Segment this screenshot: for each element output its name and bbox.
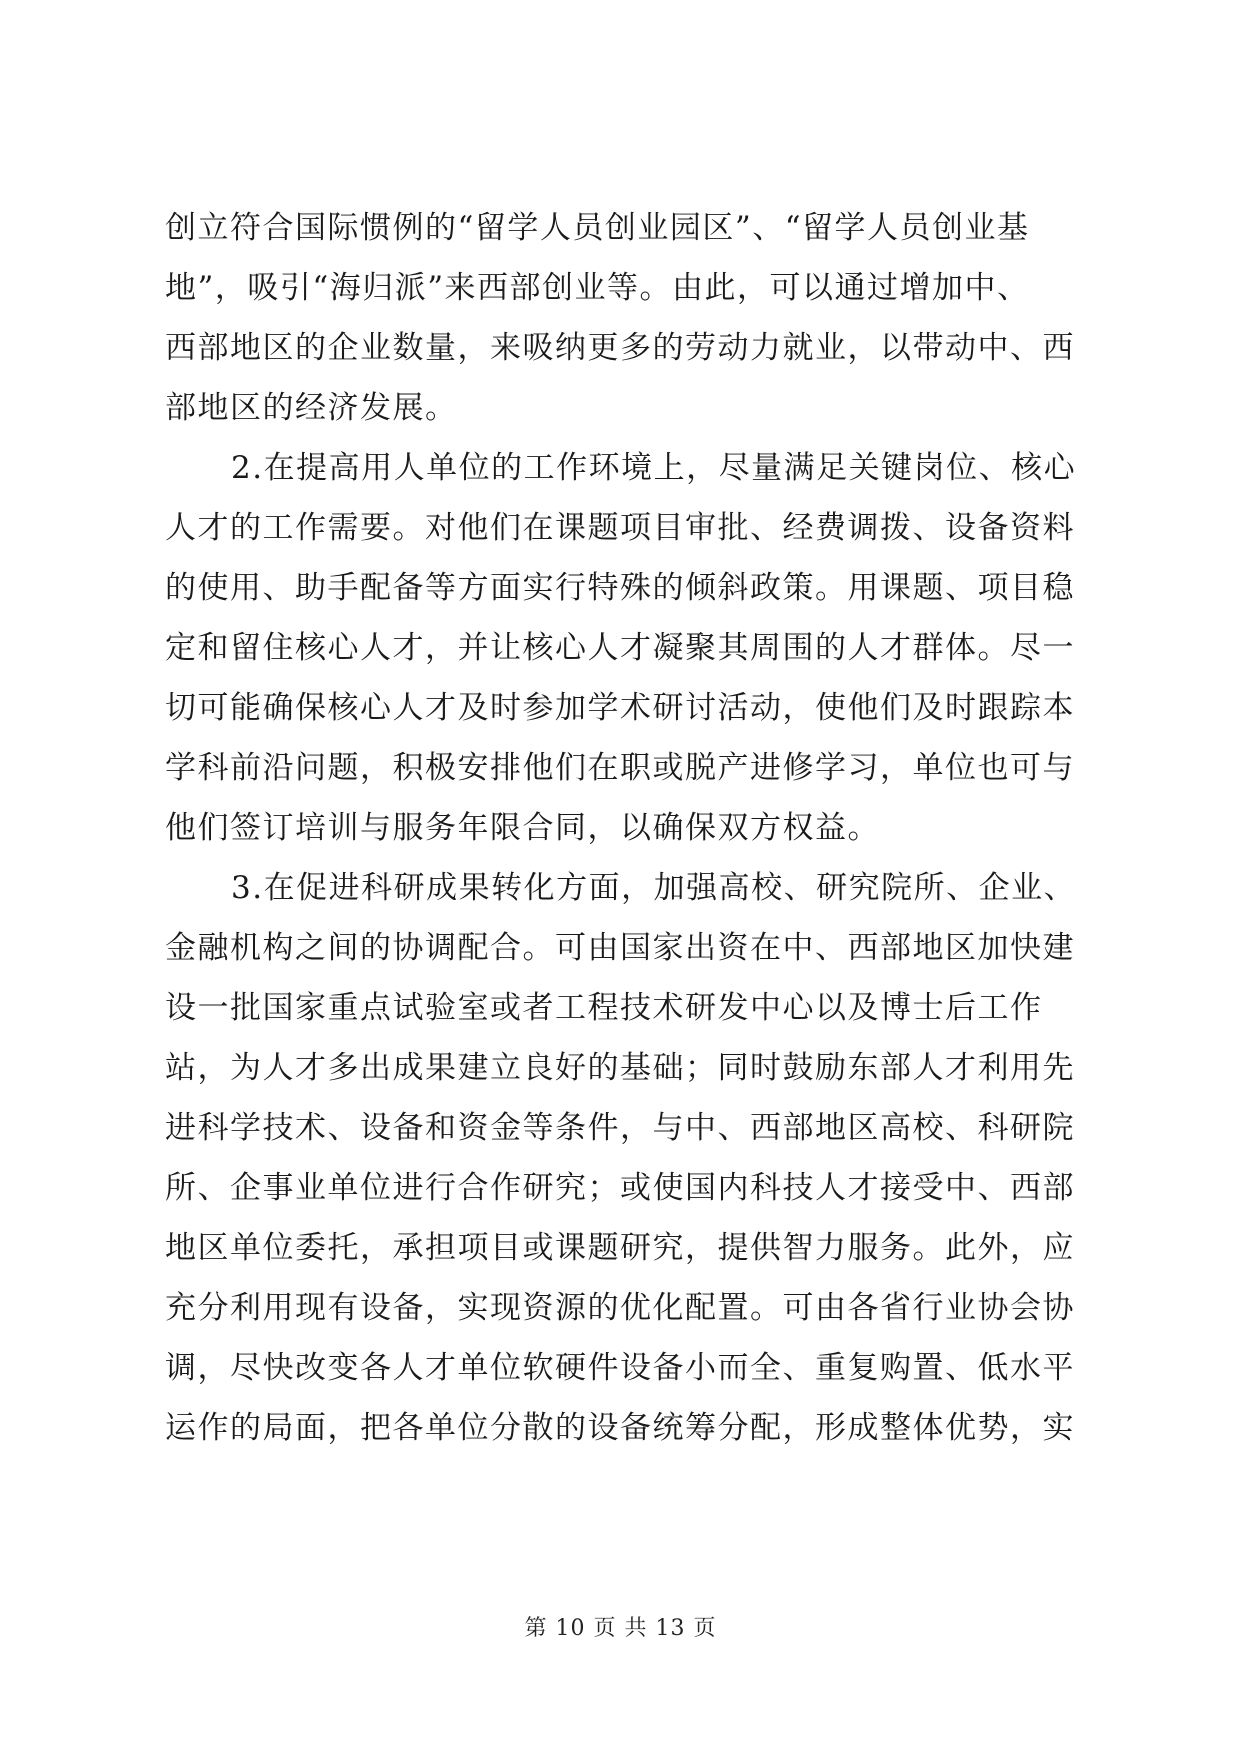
text-line: 设一批国家重点试验室或者工程技术研发中心以及博士后工作 xyxy=(165,990,1043,1026)
text-line: 他们签订培训与服务年限合同，以确保双方权益。 xyxy=(165,810,880,846)
text-line: 所、企事业单位进行合作研究；或使国内科技人才接受中、西部 xyxy=(165,1170,1075,1206)
text-line: 站，为人才多出成果建立良好的基础；同时鼓励东部人才利用先 xyxy=(165,1050,1075,1086)
page-number-footer: 第 10 页 共 13 页 xyxy=(524,1616,717,1641)
text-line: 切可能确保核心人才及时参加学术研讨活动，使他们及时跟踪本 xyxy=(165,690,1075,726)
text-line: 地区单位委托，承担项目或课题研究，提供智力服务。此外，应 xyxy=(165,1230,1075,1266)
text-line: 人才的工作需要。对他们在课题项目审批、经费调拨、设备资料 xyxy=(165,510,1075,546)
text-line: 充分利用现有设备，实现资源的优化配置。可由各省行业协会协 xyxy=(165,1290,1075,1326)
text-line: 调，尽快改变各人才单位软硬件设备小而全、重复购置、低水平 xyxy=(165,1350,1075,1386)
text-line: 2.在提高用人单位的工作环境上，尽量满足关键岗位、核心 xyxy=(231,450,1077,486)
text-line: 创立符合国际惯例的“留学人员创业园区”、“留学人员创业基 xyxy=(165,210,1030,246)
text-line: 金融机构之间的协调配合。可由国家出资在中、西部地区加快建 xyxy=(165,930,1075,966)
text-line: 运作的局面，把各单位分散的设备统筹分配，形成整体优势，实 xyxy=(165,1410,1075,1446)
text-line: 进科学技术、设备和资金等条件，与中、西部地区高校、科研院 xyxy=(165,1110,1075,1146)
text-line: 学科前沿问题，积极安排他们在职或脱产进修学习，单位也可与 xyxy=(165,750,1075,786)
text-line: 部地区的经济发展。 xyxy=(165,390,458,426)
text-line: 的使用、助手配备等方面实行特殊的倾斜政策。用课题、项目稳 xyxy=(165,570,1075,606)
text-line: 地”，吸引“海归派”来西部创业等。由此，可以通过增加中、 xyxy=(165,270,1030,306)
text-line: 定和留住核心人才，并让核心人才凝聚其周围的人才群体。尽一 xyxy=(165,630,1075,666)
text-line: 3.在促进科研成果转化方面，加强高校、研究院所、企业、 xyxy=(231,870,1077,906)
text-line: 西部地区的企业数量，来吸纳更多的劳动力就业，以带动中、西 xyxy=(165,330,1075,366)
